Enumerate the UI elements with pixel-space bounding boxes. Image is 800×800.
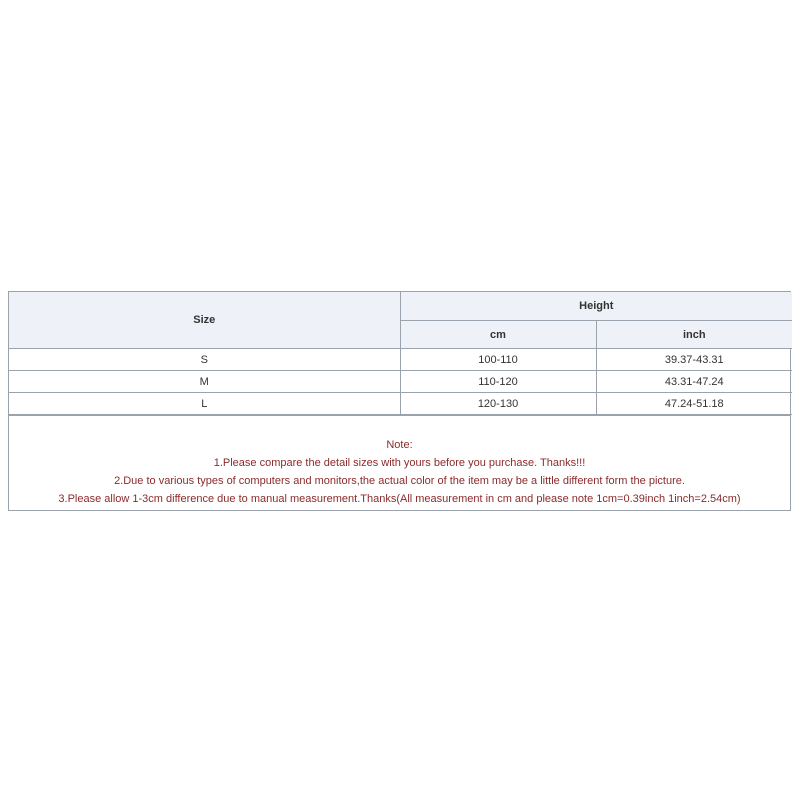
size-chart (8, 291, 791, 511)
note-line-3: 3.Please allow 1-3cm difference due to manual measurement.Thanks(All measurement in cm and please note 1cm=0.39inch 1inch=2.54cm) (58, 493, 741, 505)
size-table (9, 292, 792, 415)
note-title: Note: (386, 439, 413, 451)
size-cell: S (9, 349, 400, 371)
inch-cell: 39.37-43.31 (596, 349, 792, 371)
note-line-1: 1.Please compare the detail sizes with yours before you purchase. Thanks!!! (213, 457, 586, 469)
notes-section (9, 415, 790, 510)
table-row (9, 349, 792, 371)
size-column-header: Size (9, 292, 400, 349)
size-cell: M (9, 371, 400, 393)
cm-cell: 100-110 (400, 349, 596, 371)
inch-cell: 43.31-47.24 (596, 371, 792, 393)
inch-cell: 47.24-51.18 (596, 393, 792, 415)
table-row (9, 371, 792, 393)
note-line-2: 2.Due to various types of computers and monitors,the actual color of the item may be a little different form the picture. (114, 475, 685, 487)
size-cell: L (9, 393, 400, 415)
cm-column-header: cm (400, 321, 596, 349)
cm-cell: 110-120 (400, 371, 596, 393)
inch-column-header: inch (596, 321, 792, 349)
table-header-row (9, 292, 792, 321)
height-column-header: Height (400, 292, 792, 321)
cm-cell: 120-130 (400, 393, 596, 415)
table-row (9, 393, 792, 415)
